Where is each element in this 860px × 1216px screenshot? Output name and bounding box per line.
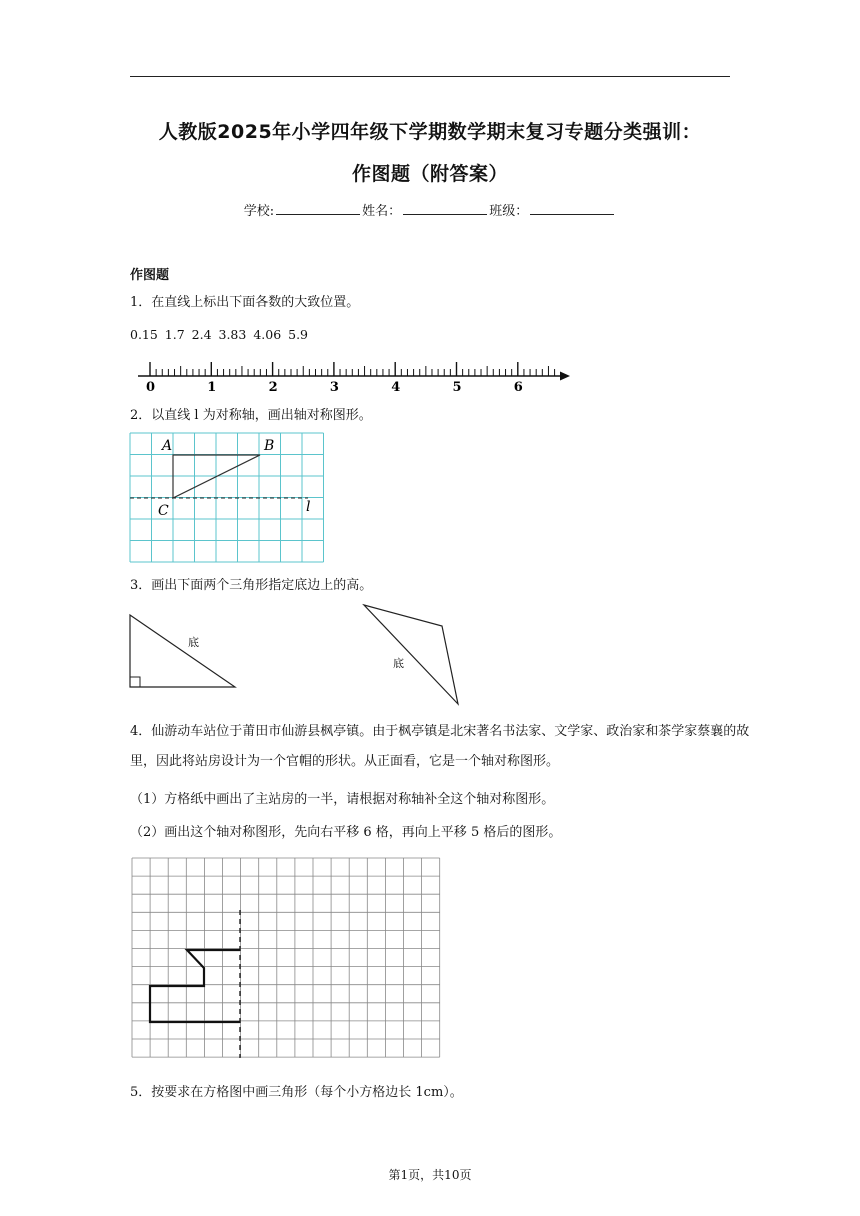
name-label: 姓名：: [362, 204, 402, 219]
axis-tick-label: 5: [452, 380, 462, 395]
question-2-text: 2．以直线 l 为对称轴，画出轴对称图形。: [130, 408, 372, 423]
point-a-label: A: [162, 438, 173, 454]
axis-tick-label: 0: [146, 380, 156, 395]
number-line-figure: [130, 352, 580, 395]
question-3-text: 3．画出下面两个三角形指定底边上的高。: [130, 578, 373, 593]
point-b-label: B: [264, 438, 275, 454]
school-field[interactable]: [276, 202, 360, 215]
section-heading: 作图题: [130, 268, 170, 283]
class-field[interactable]: [530, 202, 614, 215]
point-c-label: C: [158, 503, 169, 519]
symmetry-grid-figure: [130, 433, 330, 568]
arrow-icon: [560, 372, 570, 381]
name-field[interactable]: [403, 202, 487, 215]
question-5-text: 5．按要求在方格图中画三角形（每个小方格边长 1cm）。: [130, 1085, 463, 1100]
question-4-text: 4．仙游动车站位于莆田市仙游县枫亭镇。由于枫亭镇是北宋著名书法家、文学家、政治家和茶学家蔡襄的故里，因此将站房设计为一个官帽的形状。从正面看，它是一个轴对称图形。: [130, 724, 750, 769]
number-line-labels: [146, 380, 523, 395]
triangles-figure: [130, 612, 470, 712]
header-rule: [130, 76, 730, 77]
question-1-numbers: 0.15 1.7 2.4 3.83 4.06 5.9: [130, 327, 309, 342]
number-line-ticks: [150, 362, 555, 376]
right-angle-mark: [130, 677, 140, 687]
obtuse-triangle: [364, 605, 458, 704]
question-4-part-2: （2）画出这个轴对称图形，先向右平移 6 格，再向上平移 5 格后的图形。: [130, 825, 562, 840]
axis-tick-label: 3: [329, 380, 339, 395]
question-1-text: 1．在直线上标出下面各数的大致位置。: [130, 295, 360, 310]
station-grid-figure: [130, 858, 440, 1063]
axis-tick-label: 6: [513, 380, 523, 395]
student-info-line: [0, 200, 860, 219]
axis-tick-label: 2: [268, 380, 278, 395]
triangle-2-base-label: 底: [393, 657, 404, 670]
triangle-1-base-label: 底: [188, 636, 199, 649]
page-footer: 第1页，共10页: [388, 1168, 472, 1182]
axis-tick-label: 1: [207, 380, 217, 395]
line-l-label: l: [306, 499, 311, 515]
document-subtitle: 作图题（附答案）: [351, 163, 508, 185]
question-4-part-1: （1）方格纸中画出了主站房的一半，请根据对称轴补全这个轴对称图形。: [130, 792, 555, 807]
right-triangle: [130, 615, 235, 687]
axis-tick-label: 4: [391, 380, 401, 395]
class-label: 班级：: [489, 204, 529, 219]
gray-grid: [132, 858, 440, 1057]
school-label: 学校:: [243, 204, 275, 219]
document-title: 人教版2025年小学四年级下学期数学期末复习专题分类强训：: [158, 121, 702, 143]
half-station-shape: [150, 950, 240, 1022]
